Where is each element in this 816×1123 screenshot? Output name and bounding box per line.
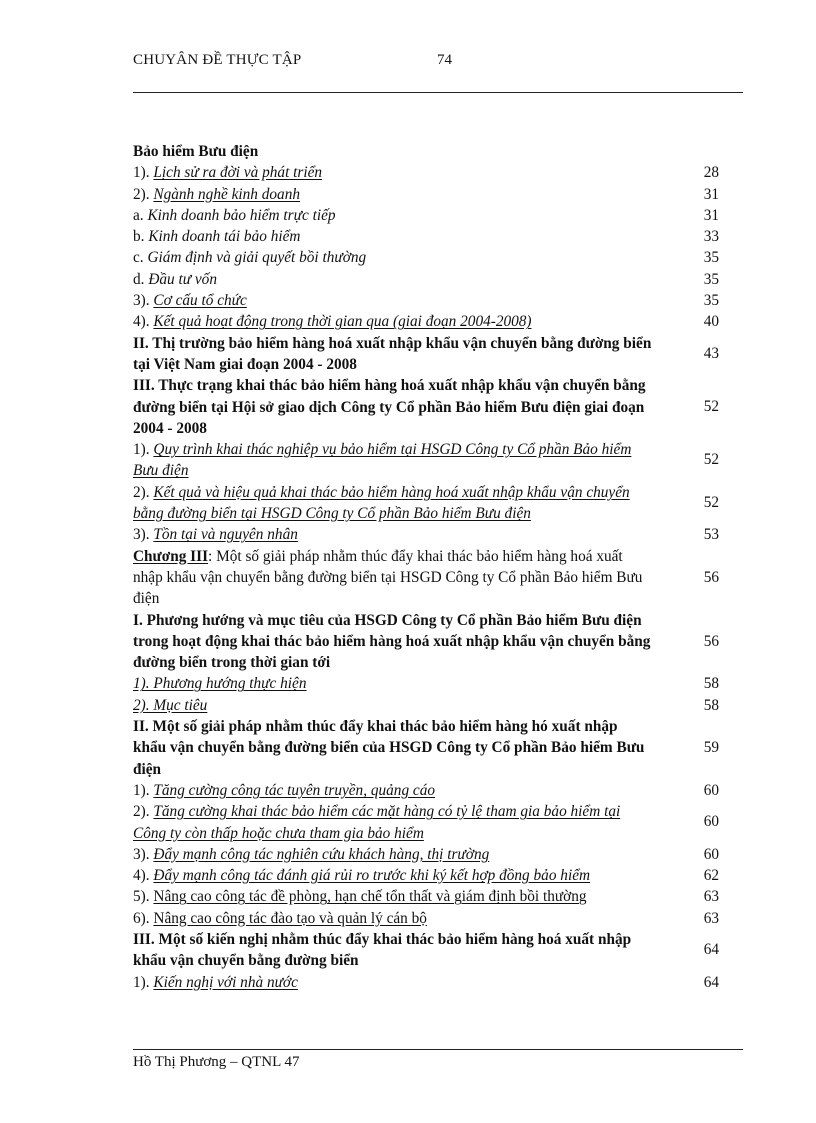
toc-entry-title: Kiến nghị với nhà nước: [153, 973, 298, 991]
toc-entry-number: 2).: [133, 483, 150, 501]
toc-entry-number: 1).: [133, 441, 150, 459]
chapter-label: Chương III: [133, 547, 209, 565]
toc-entry-text: [133, 439, 653, 482]
toc-page-number: 52: [703, 451, 719, 469]
header-divider: [133, 92, 743, 93]
toc-entry-title: Đẩy mạnh công tác nghiên cứu khách hàng, thị trường: [153, 845, 490, 863]
toc-entry-text: [133, 610, 653, 674]
toc-entry-number: 1).: [133, 164, 150, 182]
table-of-contents: [133, 141, 719, 993]
toc-page-number: 35: [703, 292, 719, 310]
toc-page-number: 33: [703, 228, 719, 246]
toc-page-number: 56: [703, 568, 719, 586]
toc-entry-text: [133, 247, 653, 268]
toc-entry-title: I. Phương hướng và mục tiêu của HSGD Công ty Cổ phần Bảo hiểm Bưu điện trong hoạt động khai thác bảo hiểm hàng hoá xuất nhập khẩu vận chuyển bằng đường biển trong thời gian tới: [133, 611, 651, 672]
toc-entry[interactable]: [133, 162, 719, 183]
toc-entry[interactable]: [133, 375, 719, 439]
toc-entry-text: [133, 482, 653, 525]
toc-entry[interactable]: [133, 524, 719, 545]
toc-page-number: 63: [703, 888, 719, 906]
toc-entry-title: Kinh doanh bảo hiểm trực tiếp: [147, 206, 336, 224]
toc-entry-text: [133, 546, 653, 610]
toc-page-number: 58: [703, 696, 719, 714]
toc-entry-number: d.: [133, 270, 145, 288]
toc-page-number: 60: [703, 781, 719, 799]
toc-entry-number: 1).: [133, 973, 150, 991]
toc-entry-title: Kết quả hoạt động trong thời gian qua (giai đoạn 2004-2008): [153, 313, 532, 331]
toc-entry[interactable]: [133, 695, 719, 716]
toc-entry[interactable]: [133, 844, 719, 865]
toc-page-number: 31: [703, 206, 719, 224]
toc-page-number: 56: [703, 632, 719, 650]
toc-entry-number: c.: [133, 249, 144, 267]
toc-entry-number: b.: [133, 228, 145, 246]
toc-page-number: 59: [703, 739, 719, 757]
toc-entry-title: Ngành nghề kinh doanh: [153, 185, 300, 203]
document-title: CHUYÂN ĐỀ THỰC TẬP: [133, 52, 302, 68]
toc-entry[interactable]: [133, 546, 719, 610]
toc-entry-number: 3).: [133, 526, 150, 544]
toc-entry-title: Tăng cường khai thác bảo hiểm các mặt hàng có tỷ lệ tham gia bảo hiểm tại Công ty còn thấp hoặc chưa tham gia bảo hiểm: [133, 803, 621, 842]
toc-entry[interactable]: [133, 269, 719, 290]
toc-page-number: 64: [703, 973, 719, 991]
toc-entry-number: 3).: [133, 292, 150, 310]
toc-entry[interactable]: [133, 865, 719, 886]
toc-entry-text: [133, 524, 653, 545]
toc-entry[interactable]: [133, 247, 719, 268]
toc-entry-number: 6).: [133, 909, 150, 927]
toc-entry-text: [133, 184, 653, 205]
toc-entry-number: 4).: [133, 867, 150, 885]
toc-entry-title: Tăng cường công tác tuyên truyền, quảng cáo: [153, 781, 436, 799]
toc-page-number: 62: [703, 867, 719, 885]
toc-entry[interactable]: [133, 673, 719, 694]
toc-entry-title: Tồn tại và nguyên nhân: [153, 526, 298, 544]
toc-page-number: 58: [703, 675, 719, 693]
toc-entry-title: Kết quả và hiệu quả khai thác bảo hiểm hàng hoá xuất nhập khẩu vận chuyển bằng đường biển tại HSGD Công ty Cổ phần Bảo hiểm Bưu điện: [133, 483, 630, 523]
toc-entry-text: [133, 929, 653, 972]
toc-entry-text: [133, 141, 653, 162]
toc-entry[interactable]: [133, 610, 719, 674]
toc-page-number: 40: [703, 313, 719, 331]
toc-entry-text: [133, 290, 653, 311]
toc-page-number: 28: [703, 164, 719, 182]
toc-entry-title: II. Một số giải pháp nhằm thúc đẩy khai thác bảo hiểm hàng hó xuất nhập khẩu vận chuyển bằng đường biển của HSGD Công ty Cổ phần Bảo hiểm Bưu điện: [133, 718, 645, 778]
toc-entry-title: III. Một số kiến nghị nhằm thúc đẩy khai thác bảo hiểm hàng hoá xuất nhập khẩu vận chuyển bằng đường biển: [133, 930, 632, 970]
toc-page-number: 60: [703, 813, 719, 831]
toc-entry-text: [133, 269, 653, 290]
toc-entry-title: Lịch sử ra đời và phát triển: [153, 164, 323, 182]
toc-entry[interactable]: [133, 226, 719, 247]
toc-entry-title: : Một số giải pháp nhằm thúc đẩy khai thác bảo hiểm hàng hoá xuất nhập khẩu vận chuyển bằng đường biển tại HSGD Công ty Cổ phần Bảo hiểm Bưu điện: [133, 547, 643, 608]
toc-entry[interactable]: [133, 886, 719, 907]
toc-entry-title: 2). Mục tiêu: [133, 696, 208, 714]
toc-page-number: 35: [703, 270, 719, 288]
toc-entry-text: [133, 908, 653, 929]
toc-entry-text: [133, 226, 653, 247]
toc-entry-number: 5).: [133, 888, 150, 906]
toc-page-number: 63: [703, 909, 719, 927]
toc-entry-text: [133, 695, 653, 716]
toc-entry-title: Đầu tư vốn: [148, 270, 217, 288]
toc-entry-text: [133, 333, 653, 376]
toc-entry-title: Nâng cao công tác đào tạo và quản lý cán bộ: [153, 909, 427, 927]
toc-entry-text: [133, 972, 653, 993]
toc-entry-title: III. Thực trạng khai thác bảo hiểm hàng hoá xuất nhập khẩu vận chuyển bằng đường biển tại Hội sở giao dịch Công ty Cổ phần Bảo hiểm Bưu điện giai đoạn 2004 - 2008: [133, 377, 646, 437]
toc-page-number: 43: [703, 344, 719, 362]
toc-entry-title: Cơ cấu tổ chức: [153, 292, 247, 310]
toc-entry[interactable]: [133, 780, 719, 801]
toc-entry[interactable]: [133, 908, 719, 929]
toc-page-number: 53: [703, 526, 719, 544]
toc-entry[interactable]: [133, 482, 719, 525]
toc-entry-number: a.: [133, 206, 144, 224]
toc-page-number: 35: [703, 249, 719, 267]
toc-entry-title: II. Thị trường bảo hiểm hàng hoá xuất nhập khẩu vận chuyển bằng đường biển tại Việt Nam giai đoạn 2004 - 2008: [133, 334, 652, 373]
toc-entry-text: [133, 780, 653, 801]
toc-entry-text: [133, 311, 653, 332]
toc-entry-number: 4).: [133, 313, 150, 331]
toc-entry[interactable]: [133, 141, 719, 162]
toc-entry[interactable]: [133, 184, 719, 205]
toc-page-number: 64: [703, 940, 719, 958]
toc-entry-title: Nâng cao công tác đề phòng, hạn chế tổn thất và giám định bồi thường: [153, 888, 587, 906]
toc-entry-text: [133, 844, 653, 865]
toc-entry-text: [133, 865, 653, 886]
toc-entry[interactable]: [133, 716, 719, 780]
page-number: 74: [437, 52, 452, 68]
toc-entry-title: Kinh doanh tái bảo hiểm: [148, 228, 301, 246]
toc-entry-title: Giám định và giải quyết bồi thường: [147, 249, 367, 267]
toc-entry-number: 1).: [133, 781, 150, 799]
toc-page-number: 52: [703, 398, 719, 416]
toc-entry-title: 1). Phương hướng thực hiện: [133, 675, 307, 693]
toc-entry-text: [133, 716, 653, 780]
toc-entry-number: 3).: [133, 845, 150, 863]
toc-entry[interactable]: [133, 439, 719, 482]
toc-entry-text: [133, 673, 653, 694]
footer-author: Hồ Thị Phương – QTNL 47: [133, 1054, 300, 1070]
toc-page-number: 60: [703, 845, 719, 863]
toc-entry[interactable]: [133, 311, 719, 332]
toc-entry[interactable]: [133, 801, 719, 844]
toc-page-number: 31: [703, 185, 719, 203]
toc-entry-text: [133, 205, 653, 226]
toc-entry-text: [133, 375, 653, 439]
toc-entry-title: Bảo hiểm Bưu điện: [133, 143, 259, 160]
toc-entry[interactable]: [133, 333, 719, 376]
toc-entry-number: 2).: [133, 185, 150, 203]
toc-entry[interactable]: [133, 290, 719, 311]
toc-entry-number: 2).: [133, 803, 150, 821]
toc-entry-text: [133, 801, 653, 844]
toc-entry[interactable]: [133, 929, 719, 972]
toc-entry-text: [133, 162, 653, 183]
toc-entry-title: Quy trình khai thác nghiệp vụ bảo hiểm tại HSGD Công ty Cổ phần Bảo hiểm Bưu điện: [133, 441, 632, 480]
toc-entry[interactable]: [133, 205, 719, 226]
toc-page-number: 52: [703, 493, 719, 511]
toc-entry-title: Đẩy mạnh công tác đánh giá rủi ro trước khi ký kết hợp đồng bảo hiểm: [153, 867, 591, 885]
toc-entry-text: [133, 886, 653, 907]
toc-entry[interactable]: [133, 972, 719, 993]
footer-divider: [133, 1049, 743, 1050]
